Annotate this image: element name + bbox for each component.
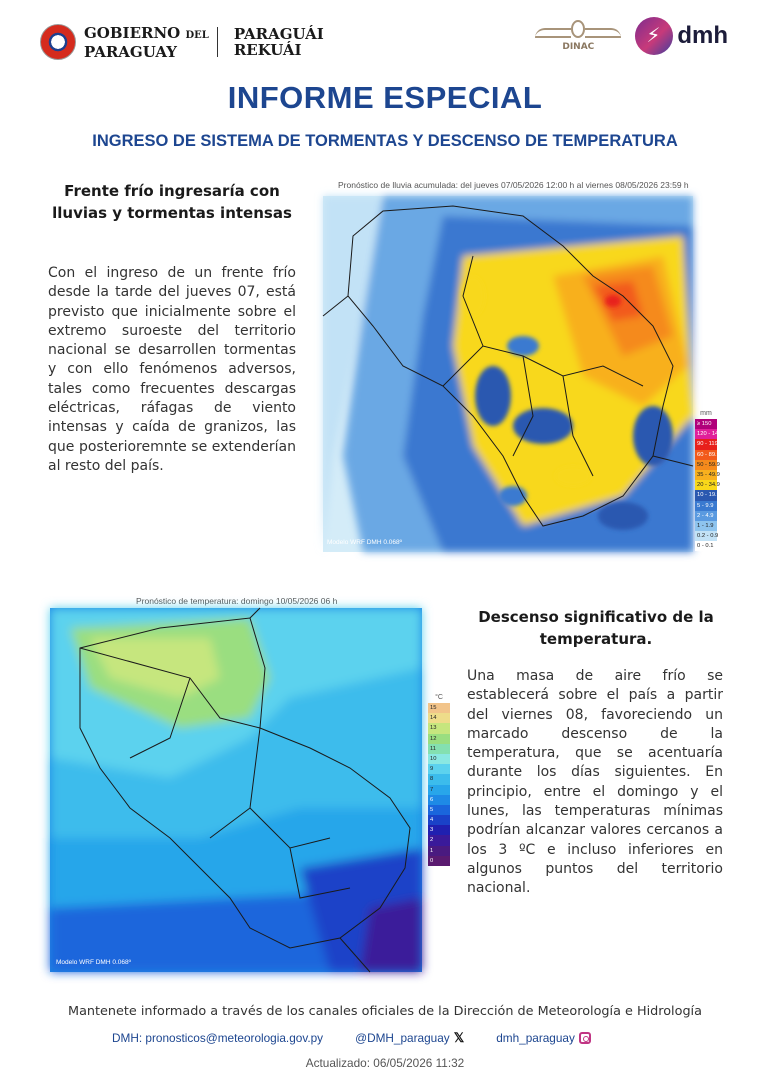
temp-legend-item: 8 (428, 774, 450, 784)
rain-legend-item: 2 - 4.9 (695, 511, 717, 521)
temp-legend-unit: °C (435, 694, 443, 701)
gov-line1: GOBIERNO (84, 23, 181, 42)
x-icon: 𝕏 (453, 1030, 465, 1045)
dinac-logo (535, 16, 621, 56)
temp-map-graphic (50, 608, 422, 972)
temp-model-note: Modelo WRF DMH 0.068º (56, 959, 131, 966)
rain-legend-item: 50 - 59.9 (695, 460, 717, 470)
page-title: INFORME ESPECIAL (227, 80, 543, 115)
temp-legend-item: 10 (428, 754, 450, 764)
footer-twitter[interactable] (355, 1030, 464, 1046)
rain-legend-item: 60 - 89.9 (695, 450, 717, 460)
rain-legend-item: 0 - 0.1 (695, 541, 717, 551)
page-subtitle: INGRESO DE SISTEMA DE TORMENTAS Y DESCENSO DE TEMPERATURA (92, 132, 678, 150)
dmh-logo (635, 17, 728, 55)
rain-map-caption: Pronóstico de lluvia acumulada: del jueves 07/05/2026 12:00 h al viernes 08/05/2026 23:59 h (338, 180, 689, 190)
logo-divider (217, 27, 218, 57)
government-wordmark (84, 25, 209, 60)
temp-legend (428, 694, 450, 866)
temp-section-heading: Descenso significativo de la temperatura. (478, 608, 714, 648)
rain-section-heading: Frente frío ingresaría con lluvias y tormentas intensas (52, 182, 292, 222)
rain-legend-unit: mm (700, 410, 712, 417)
temp-legend-item: 7 (428, 785, 450, 795)
footer-info-line: Mantenete informado a través de los canales oficiales de la Dirección de Meteorología e Hidrología (68, 1004, 702, 1019)
rain-legend-item: 20 - 34.9 (695, 480, 717, 490)
instagram-icon (579, 1032, 591, 1044)
rain-legend-item: 5 - 9.9 (695, 501, 717, 511)
temp-legend-item: 9 (428, 764, 450, 774)
instagram-handle: dmh_paraguay (496, 1031, 575, 1045)
rain-model-note: Modelo WRF DMH 0.068º (327, 539, 402, 546)
temperature-forecast-map (50, 608, 422, 972)
lightning-icon (635, 17, 673, 55)
gov-line2: PARAGUAY (84, 42, 177, 61)
gov-del: DEL (185, 29, 209, 41)
rain-forecast-map (323, 196, 693, 552)
agency-logos (535, 16, 728, 56)
dinac-emblem-icon (571, 20, 585, 38)
temp-legend-item: 6 (428, 795, 450, 805)
temp-legend-item: 1 (428, 846, 450, 856)
rain-legend-item: 1 - 1.9 (695, 521, 717, 531)
dinac-wing-left-icon (535, 28, 571, 38)
temp-map-caption: Pronóstico de temperatura: domingo 10/05/2026 06 h (136, 596, 338, 606)
rain-legend-item: 35 - 49.9 (695, 470, 717, 480)
temp-section-body: Una masa de aire frío se establecerá sobre el país a partir del viernes 08, favoreciendo un marcado descenso de la temperatura, que se acentuaría durante los días siguientes. En principio, entre el domingo y el lunes, las temperaturas mínimas podrían alcanzar valores cercanos a los 3 ºC e incluso inferiores en algunos puntos del territorio nacional. (467, 668, 723, 897)
temp-legend-item: 13 (428, 723, 450, 733)
footer-contacts (112, 1030, 591, 1046)
footer-email[interactable]: DMH: pronosticos@meteorologia.gov.py (112, 1031, 324, 1045)
dmh-label: dmh (677, 22, 728, 49)
gov-right2: REKUÁI (233, 41, 302, 59)
temp-legend-item: 0 (428, 856, 450, 866)
government-logo (40, 24, 324, 60)
dinac-label: DINAC (562, 42, 595, 52)
temp-legend-item: 11 (428, 744, 450, 754)
rain-legend-item: 90 - 119.9 (695, 439, 717, 449)
rain-legend-item: 0.2 - 0.9 (695, 531, 717, 541)
temp-legend-item: 2 (428, 835, 450, 845)
rain-section-body: Con el ingreso de un frente frío desde la tarde del jueves 07, está previsto que inicialmente sobre el extremo suroeste del territorio nacional se desarrollen tormentas y con ello fenómenos adversos, tales como frecuentes descargas eléctricas, ráfagas de viento intensas y caída de granizos, las que posterioremnte se extenderían al resto del país. (48, 265, 296, 474)
dinac-wing-right-icon (585, 28, 621, 38)
rain-legend-item: 10 - 19.9 (695, 490, 717, 500)
guarani-wordmark (234, 26, 324, 58)
temp-legend-item: 3 (428, 825, 450, 835)
footer-instagram[interactable] (496, 1030, 591, 1046)
rain-legend-item: 120 - 149.9 (695, 429, 717, 439)
twitter-handle: @DMH_paraguay (355, 1031, 450, 1045)
rain-legend-item: ≥ 150 (695, 419, 717, 429)
gov-right1: PARAGUÁI (233, 25, 324, 43)
temp-legend-item: 15 (428, 703, 450, 713)
temp-legend-item: 4 (428, 815, 450, 825)
rain-legend (695, 410, 727, 551)
updated-timestamp: Actualizado: 06/05/2026 11:32 (305, 1056, 465, 1070)
temp-legend-item: 12 (428, 734, 450, 744)
rain-map-graphic (323, 196, 693, 552)
temp-legend-item: 14 (428, 713, 450, 723)
temp-legend-item: 5 (428, 805, 450, 815)
national-seal-icon (40, 24, 76, 60)
